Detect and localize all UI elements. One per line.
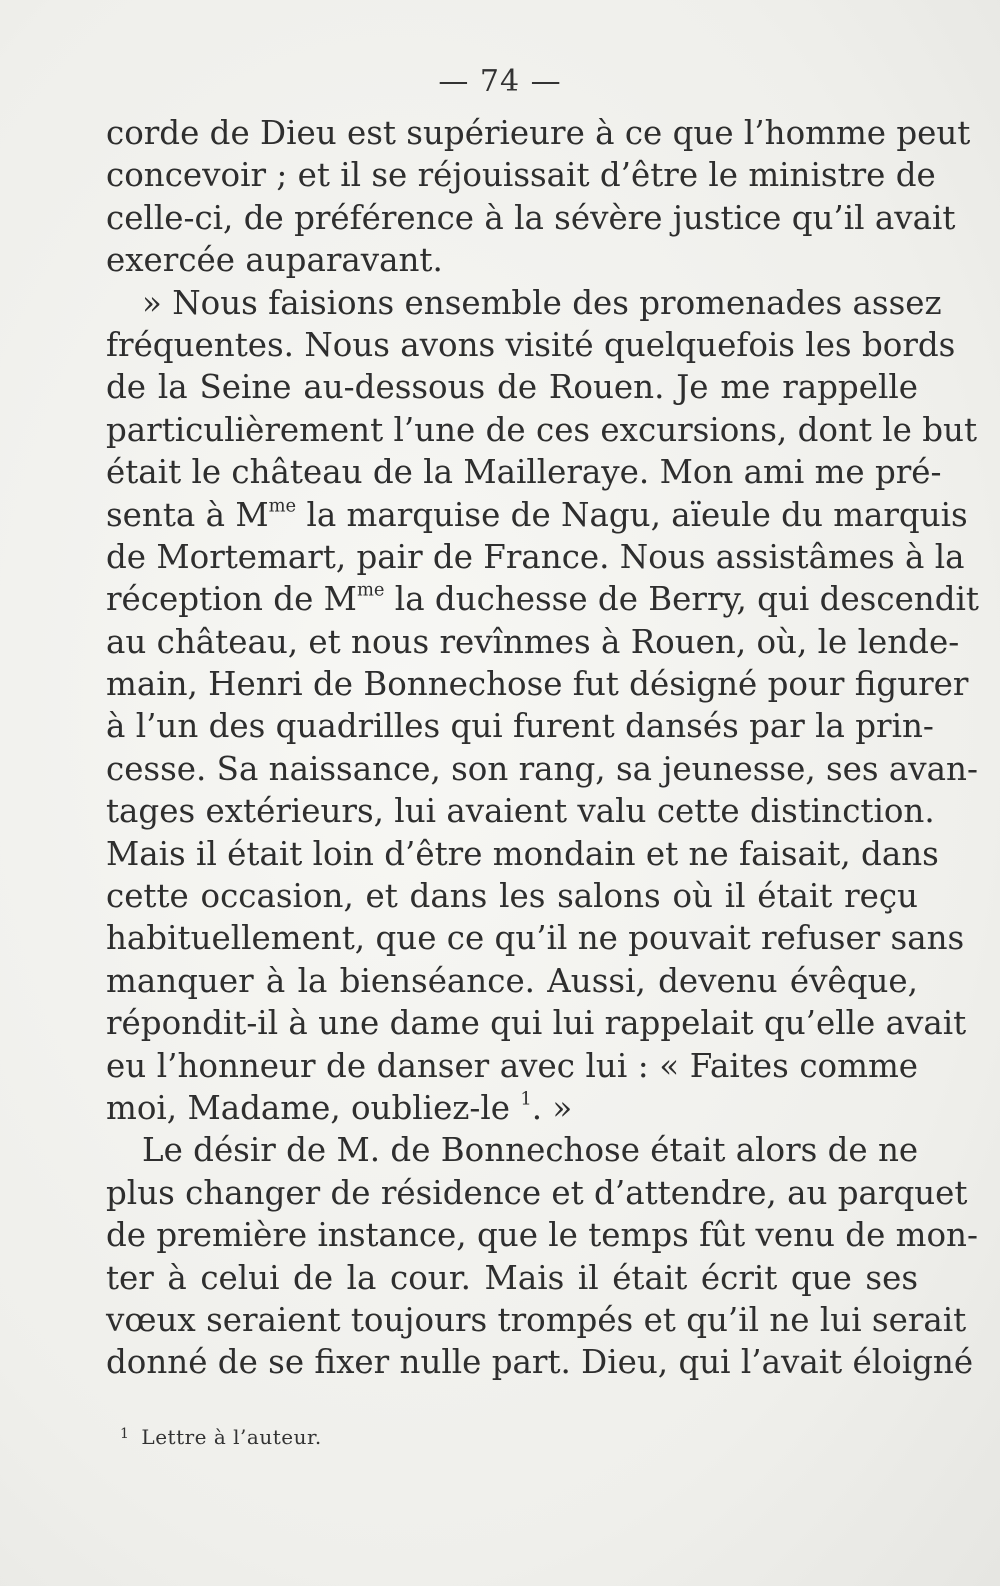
text-line: cette occasion, et dans les salons où il était reçu — [106, 877, 918, 916]
text-segment: senta à M — [106, 495, 269, 534]
text-line: de Mortemart, pair de France. Nous assistâmes à la — [106, 537, 965, 576]
text-line: cesse. Sa naissance, son rang, sa jeunesse, ses avan- — [106, 749, 978, 788]
footnote — [120, 1425, 322, 1449]
text-line: particulièrement l’une de ces excursions, dont le but — [106, 410, 978, 449]
text-line: plus changer de résidence et d’attendre, au parquet — [106, 1173, 968, 1212]
text-line — [106, 494, 968, 536]
text-line: main, Henri de Bonnechose fut désigné pour figurer — [106, 665, 969, 704]
text-line: de première instance, que le temps fût venu de mon- — [106, 1216, 978, 1255]
text-line — [106, 1087, 918, 1129]
footnote-reference: 1 — [520, 1088, 532, 1110]
text-line: exercée auparavant. — [106, 241, 443, 280]
text-line: vœux seraient toujours trompés et qu’il ne lui serait — [106, 1300, 967, 1339]
text-line: manquer à la bienséance. Aussi, devenu évêque, — [106, 961, 918, 1000]
text-line: répondit-il à une dame qui lui rappelait qu’elle avait — [106, 1004, 967, 1043]
text-line: de la Seine au-dessous de Rouen. Je me rappelle — [106, 368, 918, 407]
text-line: fréquentes. Nous avons visité quelquefois les bords — [106, 325, 956, 364]
body-text — [106, 112, 979, 1384]
text-line: donné de se fixer nulle part. Dieu, qui l’avait éloigné — [106, 1343, 974, 1382]
text-line: concevoir ; et il se réjouissait d’être le ministre de — [106, 156, 936, 195]
text-line: au château, et nous revînmes à Rouen, où, le lende- — [106, 622, 960, 661]
footnote-text: Lettre à l’auteur. — [141, 1425, 322, 1449]
text-line: corde de Dieu est supérieure à ce que l’homme peut — [106, 114, 971, 152]
text-line — [106, 578, 979, 620]
text-line: ter à celui de la cour. Mais il était écrit que ses — [106, 1258, 918, 1297]
text-line: à l’un des quadrilles qui furent dansés par la prin- — [106, 707, 934, 746]
text-line: tages extérieurs, lui avaient valu cette distinction. — [106, 792, 935, 831]
text-line: » Nous faisions ensemble des promenades assez — [142, 283, 942, 322]
text-segment: la duchesse de Berry, qui descendit — [384, 580, 979, 619]
text-line: Le désir de M. de Bonnechose était alors de ne — [142, 1131, 919, 1170]
footnote-mark: 1 — [120, 1426, 130, 1442]
text-line: était le château de la Mailleraye. Mon ami me pré- — [106, 453, 942, 492]
text-segment: moi, Madame, oubliez-le — [106, 1088, 521, 1127]
text-line: habituellement, que ce qu’il ne pouvait refuser sans — [106, 919, 965, 958]
text-segment: . » — [531, 1088, 573, 1127]
superscript: me — [268, 495, 297, 517]
superscript: me — [356, 580, 385, 601]
text-segment: la marquise de Nagu, aïeule du marquis — [296, 495, 968, 534]
text-segment: réception de M — [106, 580, 357, 619]
page-number: — 74 — — [438, 64, 562, 99]
text-line: Mais il était loin d’être mondain et ne faisait, dans — [106, 834, 939, 873]
text-line: celle-ci, de préférence à la sévère justice qu’il avait — [106, 198, 956, 237]
text-line: eu l’honneur de danser avec lui : « Faites comme — [106, 1046, 918, 1085]
